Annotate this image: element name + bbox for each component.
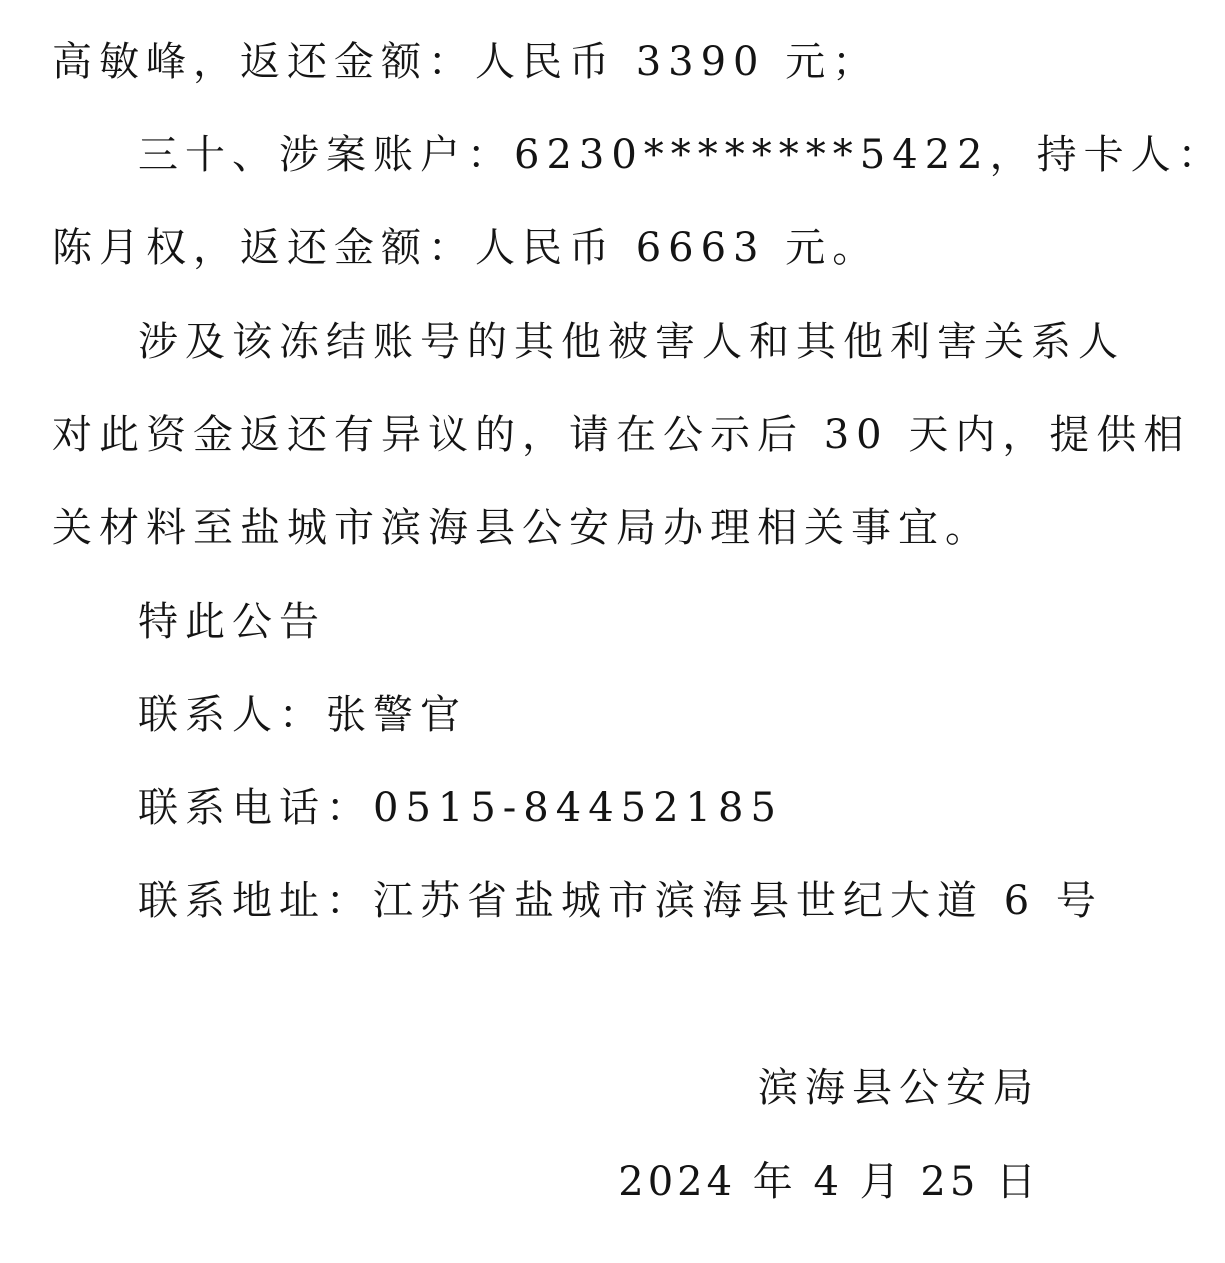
contact-address: 联系地址：江苏省盐城市滨海县世纪大道 6 号 bbox=[138, 878, 1103, 924]
body-line-5: 对此资金返还有异议的，请在公示后 30 天内，提供相 bbox=[52, 412, 1191, 458]
body-line-1: 高敏峰，返还金额：人民币 3390 元； bbox=[52, 39, 880, 85]
body-line-4: 涉及该冻结账号的其他被害人和其他利害关系人 bbox=[138, 319, 1125, 365]
signature-organization: 滨海县公安局 bbox=[758, 1065, 1040, 1111]
contact-person: 联系人：张警官 bbox=[138, 692, 467, 738]
signature-date: 2024 年 4 月 25 日 bbox=[618, 1159, 1040, 1205]
body-line-2: 三十、涉案账户：6230********5422，持卡人： bbox=[138, 132, 1225, 178]
body-line-3: 陈月权，返还金额：人民币 6663 元。 bbox=[52, 225, 880, 271]
notice-line: 特此公告 bbox=[138, 599, 326, 645]
contact-phone: 联系电话：0515-84452185 bbox=[138, 785, 783, 831]
body-line-6: 关材料至盐城市滨海县公安局办理相关事宜。 bbox=[52, 505, 992, 551]
